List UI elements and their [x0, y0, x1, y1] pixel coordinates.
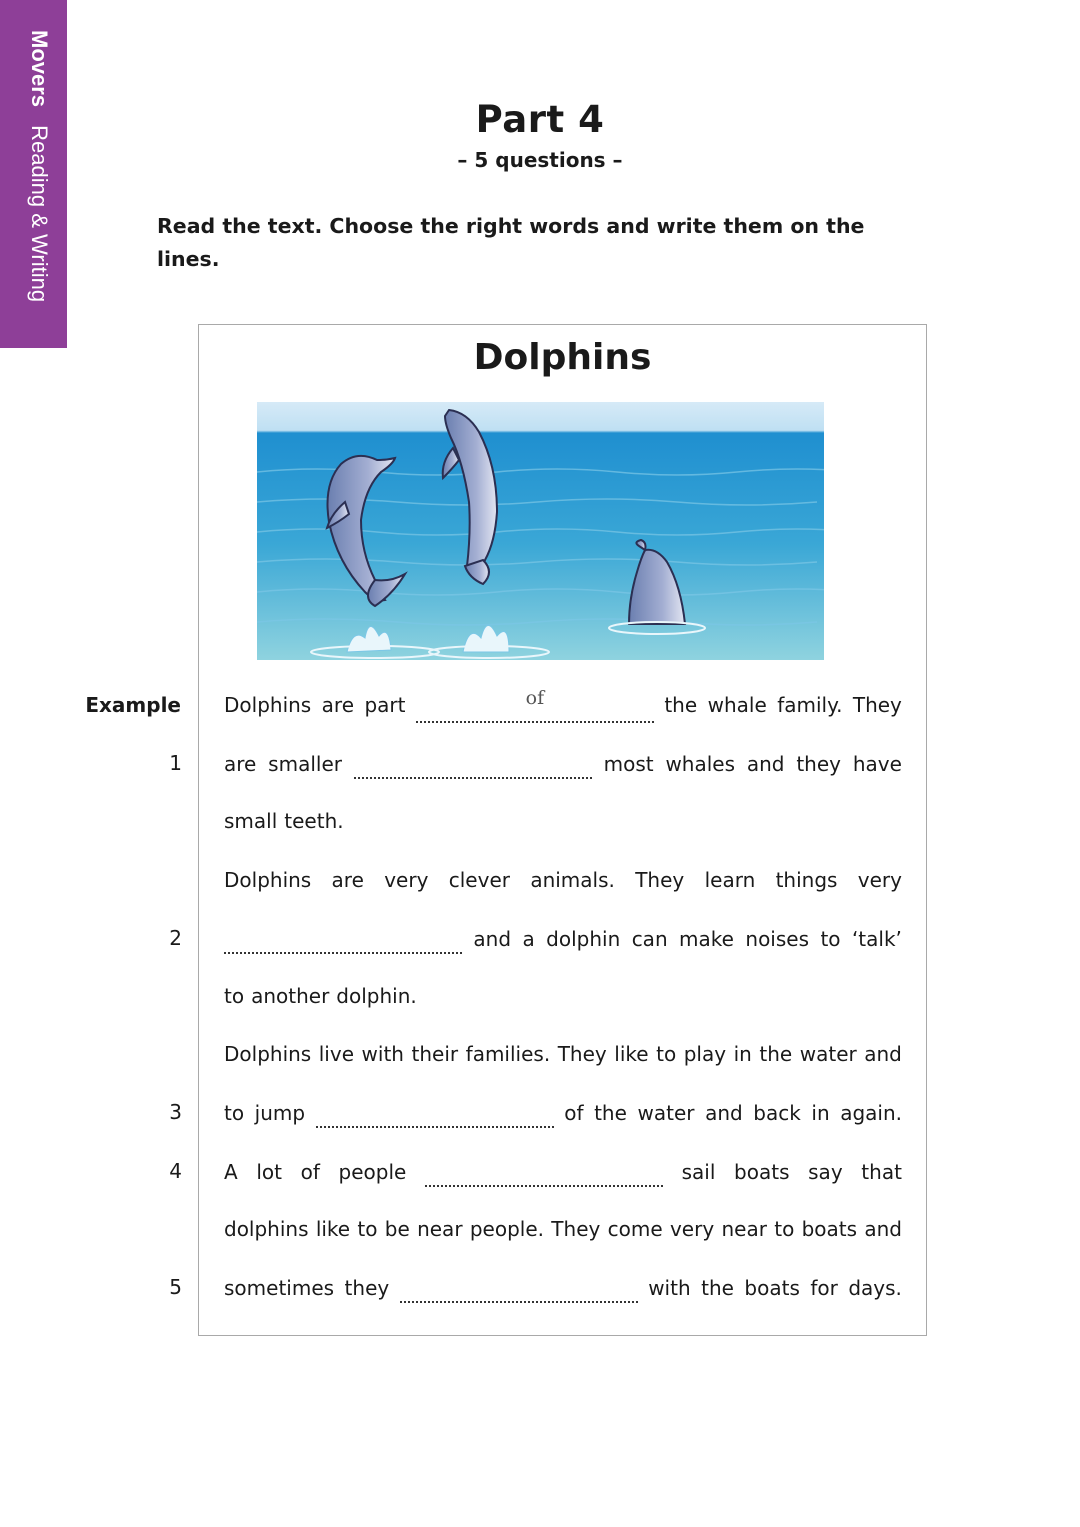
- word: play: [683, 1042, 727, 1067]
- word: They: [635, 867, 685, 892]
- paper-label: Reading & Writing: [27, 125, 52, 303]
- word: and: [473, 926, 512, 951]
- text-line: [224, 1159, 902, 1184]
- word: dolphin.: [336, 984, 417, 1008]
- word: say: [808, 1159, 843, 1184]
- word: they: [796, 752, 841, 777]
- word: most: [603, 752, 654, 777]
- word: are: [321, 693, 354, 717]
- word: Dolphins: [224, 1042, 312, 1067]
- word: to: [224, 1101, 245, 1126]
- word: and: [746, 752, 785, 777]
- word: of: [564, 1101, 584, 1126]
- word: dolphins: [224, 1216, 309, 1241]
- answer-blank[interactable]: [224, 934, 462, 954]
- word: noises: [745, 926, 810, 951]
- text-line: [224, 1042, 902, 1066]
- word: teeth.: [284, 809, 344, 834]
- word: days.: [848, 1276, 902, 1300]
- question-number: 5: [169, 1275, 182, 1299]
- word: animals.: [530, 867, 615, 892]
- word: with: [648, 1276, 691, 1300]
- word: boats: [801, 1216, 858, 1241]
- word: very: [669, 1216, 715, 1241]
- question-number: 3: [169, 1100, 182, 1125]
- word: ‘talk’: [851, 926, 902, 951]
- text-line: [224, 1217, 902, 1241]
- word: to: [224, 984, 245, 1008]
- word: in: [811, 1101, 830, 1126]
- answer-blank[interactable]: [425, 1167, 663, 1187]
- word: like: [614, 1042, 649, 1067]
- level-label: Movers: [27, 30, 52, 108]
- word: to: [656, 1042, 677, 1067]
- word: have: [852, 752, 902, 777]
- word: sometimes: [224, 1276, 335, 1300]
- word: A: [224, 1159, 238, 1184]
- word: very: [857, 867, 902, 892]
- page-title: Part 4: [475, 98, 605, 141]
- text-line: [224, 868, 902, 892]
- word: boats: [744, 1276, 800, 1300]
- word: come: [607, 1216, 663, 1241]
- word: part: [364, 693, 406, 717]
- word: for: [810, 1276, 838, 1300]
- word: families.: [465, 1042, 551, 1067]
- word: a: [522, 926, 535, 951]
- word: and: [864, 1216, 902, 1241]
- word: and: [705, 1101, 743, 1126]
- word: another: [251, 984, 330, 1008]
- word: clever: [448, 867, 510, 892]
- word: can: [631, 926, 668, 951]
- text-line: [224, 984, 902, 1008]
- word: boats: [734, 1159, 790, 1184]
- word: people.: [469, 1216, 544, 1241]
- word: are: [224, 752, 257, 777]
- word: and: [864, 1042, 902, 1067]
- word: near: [417, 1216, 463, 1241]
- word: They: [551, 1216, 601, 1241]
- word: family.: [777, 693, 843, 717]
- word: lot: [256, 1159, 282, 1184]
- word: are: [331, 867, 364, 892]
- word: make: [679, 926, 734, 951]
- word: in: [733, 1042, 752, 1067]
- text-line: [224, 1275, 902, 1300]
- instructions: Read the text. Choose the right words and write them on the lines.: [157, 214, 865, 271]
- text-line: [224, 751, 902, 776]
- word: their: [411, 1042, 459, 1067]
- question-number: 2: [169, 925, 182, 950]
- word: the: [594, 1101, 627, 1126]
- word: the: [664, 693, 698, 717]
- word: Dolphins: [224, 693, 312, 717]
- example-answer: of: [525, 687, 545, 709]
- word: be: [384, 1216, 410, 1241]
- answer-blank[interactable]: [316, 1108, 554, 1128]
- word: things: [775, 867, 838, 892]
- word: dolphin: [546, 926, 621, 951]
- word: near: [721, 1216, 767, 1241]
- word: the: [701, 1276, 734, 1300]
- word: small: [224, 809, 278, 834]
- word: people: [338, 1159, 407, 1184]
- word: They: [852, 693, 902, 717]
- word: to: [820, 926, 841, 951]
- word: back: [753, 1101, 801, 1126]
- dolphins-illustration: [257, 402, 824, 660]
- word: water: [637, 1101, 695, 1126]
- text-line: [224, 926, 902, 951]
- question-number: 4: [169, 1158, 182, 1183]
- word: to: [774, 1216, 795, 1241]
- word: learn: [704, 867, 756, 892]
- question-number: 1: [169, 751, 182, 776]
- answer-blank[interactable]: [400, 1283, 638, 1303]
- word: jump: [254, 1101, 306, 1126]
- word: They: [557, 1042, 607, 1067]
- word: they: [344, 1276, 390, 1300]
- text-line: [224, 1100, 902, 1125]
- word: whale: [707, 693, 767, 717]
- word: of: [300, 1159, 320, 1184]
- word: that: [861, 1159, 902, 1184]
- page-subtitle: – 5 questions –: [457, 148, 623, 172]
- word: Dolphins: [224, 867, 312, 892]
- text-line: [224, 687, 902, 717]
- word: again.: [840, 1101, 902, 1126]
- word: the: [759, 1042, 793, 1067]
- story-title: Dolphins: [473, 337, 652, 378]
- example-label: Example: [85, 693, 181, 717]
- word: like: [315, 1216, 351, 1241]
- word: very: [384, 867, 429, 892]
- word: whales: [665, 752, 736, 777]
- text-line: [224, 809, 902, 833]
- word: smaller: [268, 752, 342, 777]
- word: with: [361, 1042, 404, 1067]
- word: sail: [681, 1159, 716, 1184]
- word: water: [799, 1042, 857, 1067]
- word: to: [357, 1216, 378, 1241]
- example-answer-blank: [416, 687, 654, 723]
- side-tab: [0, 0, 67, 348]
- answer-blank[interactable]: [354, 759, 592, 779]
- word: live: [318, 1042, 355, 1067]
